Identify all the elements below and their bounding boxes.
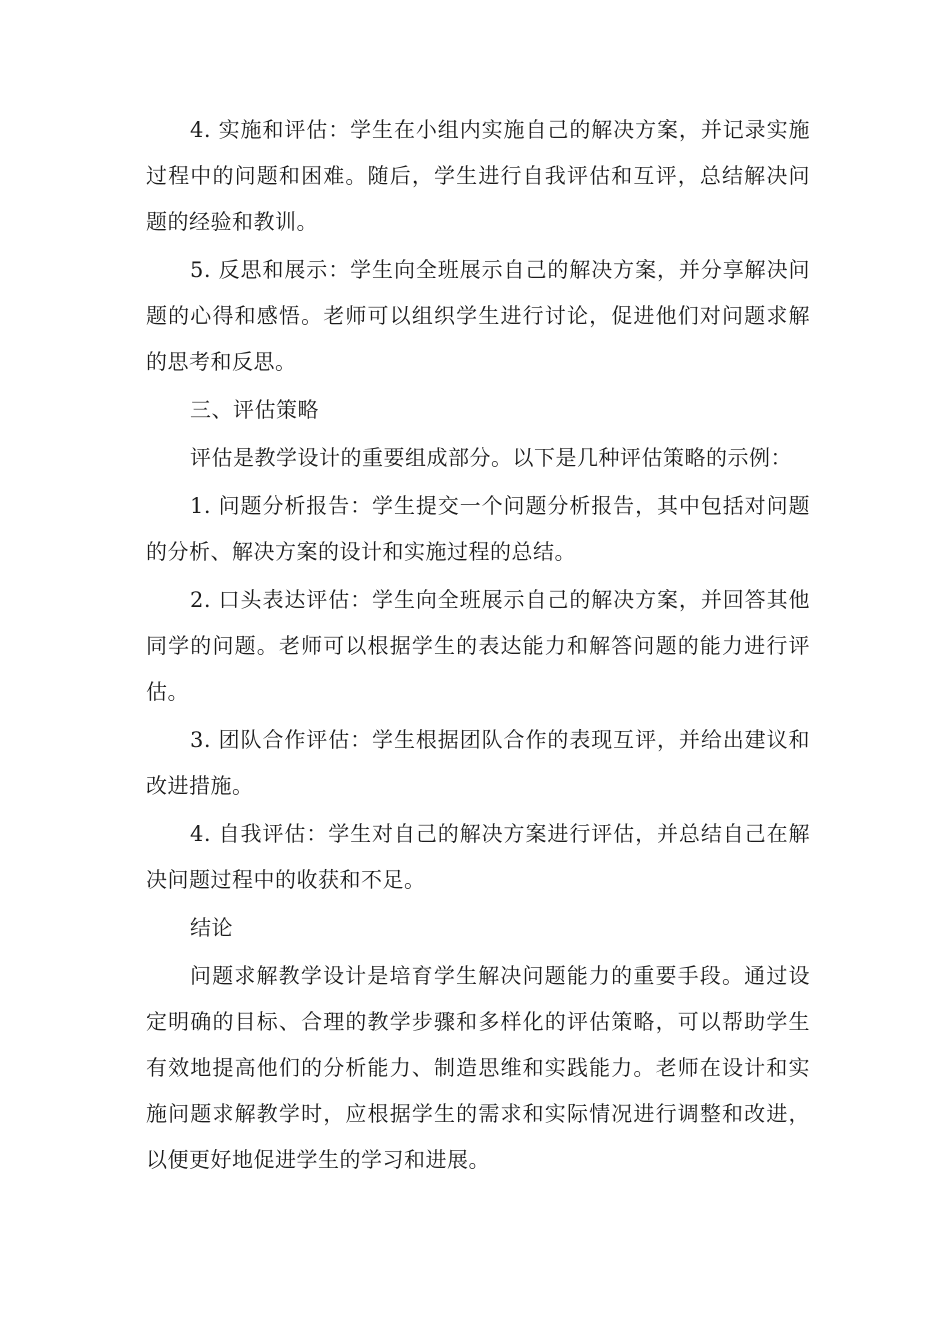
paragraph-evaluation-intro: 评估是教学设计的重要组成部分。以下是几种评估策略的示例： (190, 446, 792, 470)
section-heading-conclusion: 结论 (190, 916, 233, 940)
paragraph-step-4: 4. 实施和评估：学生在小组内实施自己的解决方案，并记录实施过程中的问题和困难。随后，学生进行自我评估和互评，总结解决问题的经验和教训。 (146, 118, 810, 234)
paragraph-eval-4: 4. 自我评估：学生对自己的解决方案进行评估，并总结自己在解决问题过程中的收获和不足。 (146, 822, 810, 892)
document-body (146, 107, 810, 1185)
paragraph-eval-3: 3. 团队合作评估：学生根据团队合作的表现互评，并给出建议和改进措施。 (146, 728, 810, 798)
paragraph-step-5: 5. 反思和展示：学生向全班展示自己的解决方案，并分享解决问题的心得和感悟。老师可以组织学生进行讨论，促进他们对问题求解的思考和反思。 (146, 258, 810, 374)
paragraph-conclusion: 问题求解教学设计是培育学生解决问题能力的重要手段。通过设定明确的目标、合理的教学步骤和多样化的评估策略，可以帮助学生有效地提高他们的分析能力、制造思维和实践能力。老师在设计和实施问题求解教学时，应根据学生的需求和实际情况进行调整和改进，以便更好地促进学生的学习和进展。 (146, 964, 810, 1172)
paragraph-eval-2: 2. 口头表达评估：学生向全班展示自己的解决方案，并回答其他同学的问题。老师可以根据学生的表达能力和解答问题的能力进行评估。 (146, 588, 810, 704)
section-heading-evaluation: 三、评估策略 (190, 398, 319, 422)
paragraph-eval-1: 1. 问题分析报告：学生提交一个问题分析报告，其中包括对问题的分析、解决方案的设计和实施过程的总结。 (146, 494, 810, 564)
